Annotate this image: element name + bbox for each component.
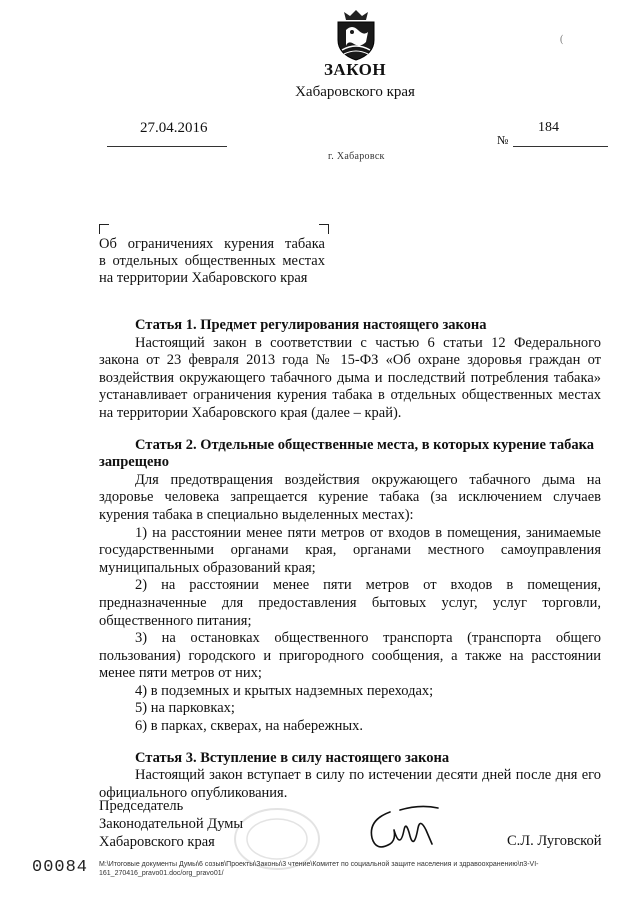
subject-line: Об ограничениях курения табака — [99, 236, 325, 252]
region-subtitle: Хабаровского края — [295, 84, 415, 100]
footer-path-line: 161_270416_pravo01.doc/org_pravo01/ — [99, 870, 224, 877]
article-2-item: 2) на расстоянии менее пяти метров от входов в помещения, предназначенные для предоставления бытовых услуг, услуг торговли, общественного питания; — [99, 577, 601, 629]
article-2-heading-cont: запрещено — [99, 454, 170, 471]
article-3-heading: Статья 3. Вступление в силу настоящего закона — [135, 749, 450, 766]
handwritten-signature-icon — [360, 800, 445, 860]
article-2-intro: Для предотвращения воздействия окружающего табачного дыма на здоровье человека запрещается курение табака (за исключением случаев курения табака в специально выделенных местах): — [99, 471, 601, 523]
corner-mark: ( — [560, 34, 564, 45]
law-date: 27.04.2016 — [140, 120, 208, 136]
footer-file-path — [99, 860, 611, 878]
coat-of-arms-icon — [330, 6, 382, 62]
article-1-text: Настоящий закон в соответствии с частью 6 статьи 12 Федерального закона от 23 февраля 2013 года № 15-ФЗ «Об охране здоровья граждан от воздействия окружающего табачного дыма и последствий потребления табака» устанавливает ограничения курения табака в отдельных общественных местах на территории Хабаровского края (далее – край). — [99, 334, 601, 421]
position-line: Председатель — [99, 798, 184, 814]
law-subject — [99, 236, 325, 287]
subject-bracket-right — [319, 224, 329, 234]
signatory-name: С.Л. Луговской — [507, 833, 602, 849]
subject-line: в отдельных общественных местах — [99, 253, 325, 269]
footer-path-line: М:\Итоговые документы Думы\6 созыв\Проекты\Законы\3 чтение\Комитет по социальной защите населения и здравоохранению\п3-VI- — [99, 861, 539, 868]
article-2-item: 5) на парковках; — [135, 700, 235, 717]
article-2-item: 6) в парках, скверах, на набережных. — [135, 718, 363, 735]
city-label: г. Хабаровск — [328, 151, 385, 162]
position-line: Хабаровского края — [99, 834, 215, 850]
subject-line: на территории Хабаровского края — [99, 270, 308, 286]
article-1-heading: Статья 1. Предмет регулирования настоящего закона — [135, 317, 487, 333]
article-3-text: Настоящий закон вступает в силу по истечении десяти дней после дня его официального опубликования. — [99, 767, 601, 801]
footer-code: 00084 — [32, 858, 89, 877]
law-number: 184 — [538, 120, 559, 135]
article-2-heading: Статья 2. Отдельные общественные места, в которых курение табака — [135, 436, 594, 453]
number-label: № — [497, 133, 509, 147]
signatory-position — [99, 797, 243, 851]
document-type-title: ЗАКОН — [323, 60, 387, 79]
law-body — [99, 317, 601, 802]
date-underline — [107, 146, 227, 147]
article-2-item: 3) на остановках общественного транспорта (транспорта общего пользования) городского и пригородного сообщения, а также на расстоянии менее пяти метров от них; — [99, 630, 601, 682]
position-line: Законодательной Думы — [99, 816, 244, 832]
subject-bracket-left — [99, 224, 109, 234]
number-underline — [513, 146, 608, 147]
article-2-item: 1) на расстоянии менее пяти метров от входов в помещения, занимаемые государственными органами края, органами местного самоуправления муниципальных образований края; — [99, 524, 601, 576]
article-2-item: 4) в подземных и крытых надземных переходах; — [135, 682, 434, 699]
